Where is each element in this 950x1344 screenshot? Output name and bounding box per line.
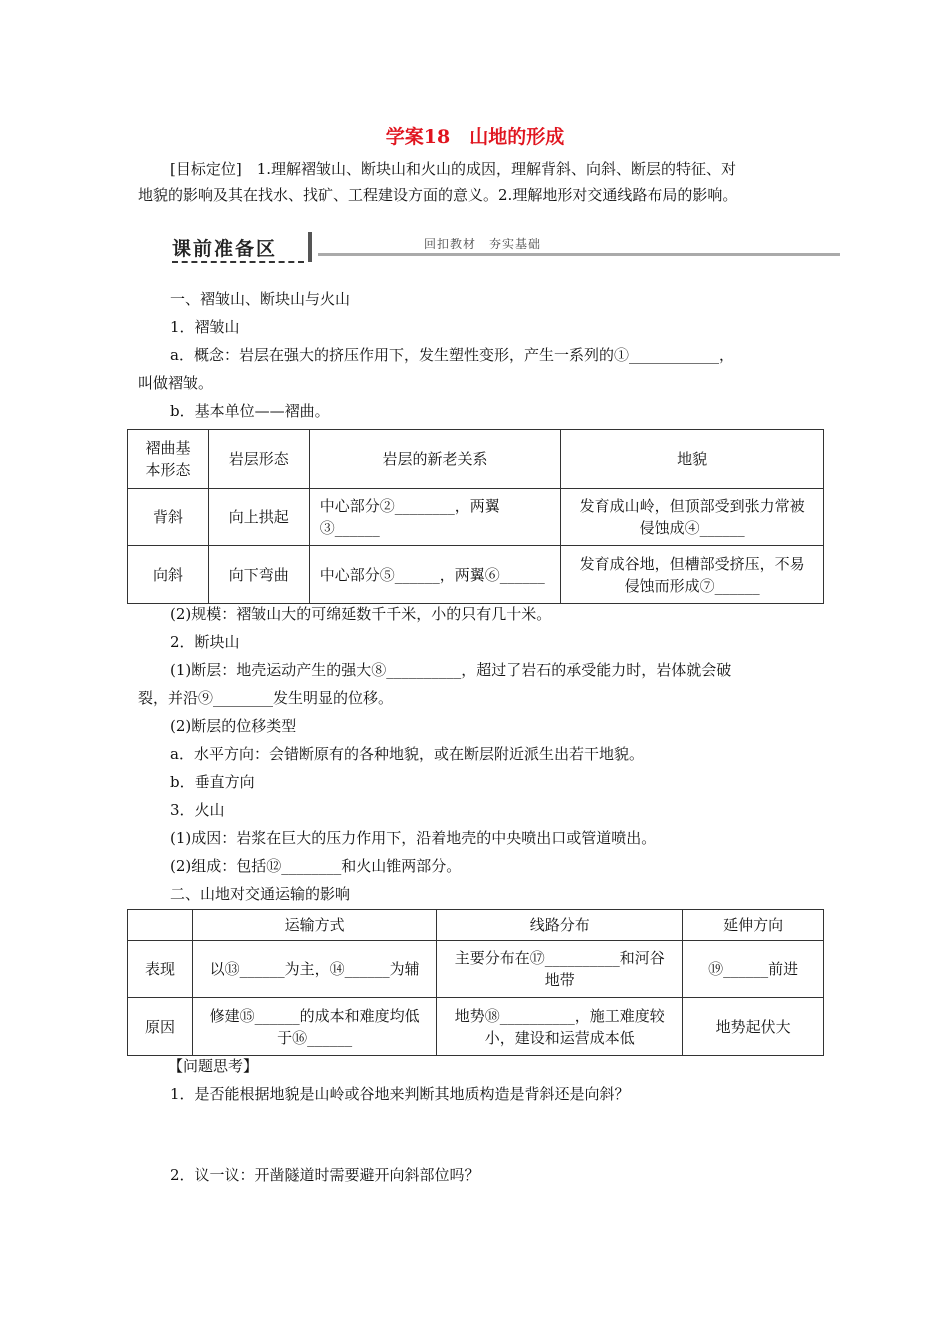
transport-header-mode: 运输方式 [192,910,437,941]
transport-cell: 主要分布在⑰__________和河谷地带 [437,941,683,998]
banner-bar [308,232,312,262]
volcano-composition: (2)组成：包括⑫________和火山锥两部分。 [170,857,462,875]
transport-cell: 表现 [128,941,193,998]
fold-cell: 中心部分②________，两翼③______ [309,489,561,546]
page-title: 学案18 山地的形成 [385,126,565,148]
fold-table [127,429,824,604]
fold-cell: 发育成谷地，但槽部受挤压，不易侵蚀而形成⑦______ [561,546,824,604]
transport-row-reason [128,998,824,1056]
transport-header-distribution: 线路分布 [437,910,683,941]
fold-cell: 背斜 [128,489,209,546]
fold-header-rock-form: 岩层形态 [208,430,309,489]
banner-line [318,253,840,256]
objective-line-2: 地貌的影响及其在找水、找矿、工程建设方面的意义。2.理解地形对交通线路布局的影响。 [138,186,738,204]
fault-line-2: 裂，并沿⑨________发生明显的位移。 [138,689,394,707]
displacement-vertical: b．垂直方向 [170,773,255,791]
fold-concept-line-1: a．概念：岩层在强大的挤压作用下，发生塑性变形，产生一系列的①____________， [170,346,734,364]
fold-row-syncline [128,546,824,604]
fold-table-header-row [128,430,824,489]
transport-cell: 以⑬______为主，⑭______为辅 [192,941,437,998]
transport-row-performance [128,941,824,998]
fold-header-landform: 地貌 [561,430,824,489]
transport-header-blank [128,910,193,941]
objective-line-1: [目标定位] 1.理解褶皱山、断块山和火山的成因，理解背斜、向斜、断层的特征、对 [170,160,737,178]
volcano-cause: (1)成因：岩浆在巨大的压力作用下，沿着地壳的中央喷出口或管道喷出。 [170,829,657,847]
banner-underline [172,261,304,263]
transport-cell: 地势⑱__________，施工难度较小，建设和运营成本低 [437,998,683,1056]
subsection-fold-mountain: 1．褶皱山 [170,318,240,336]
question-1: 1．是否能根据地貌是山岭或谷地来判断其地质构造是背斜还是向斜？ [170,1085,630,1103]
fold-header-shape: 褶曲基本形态 [128,430,209,489]
fold-cell: 向斜 [128,546,209,604]
banner-title: 课前准备区 [172,238,278,260]
fold-scale: (2)规模：褶皱山大的可绵延数千千米，小的只有几十米。 [170,605,552,623]
thinking-heading: 【问题思考】 [168,1057,259,1075]
transport-cell: ⑲______前进 [683,941,824,998]
transport-cell: 地势起伏大 [683,998,824,1056]
transport-header-direction: 延伸方向 [683,910,824,941]
fold-cell: 发育成山岭，但顶部受到张力常被侵蚀成④______ [561,489,824,546]
section-2-heading: 二、山地对交通运输的影响 [170,885,351,903]
subsection-fault-block: 2．断块山 [170,633,240,651]
fold-cell: 向下弯曲 [208,546,309,604]
fold-header-age-relation: 岩层的新老关系 [309,430,561,489]
fold-concept-line-2: 叫做褶皱。 [138,374,214,392]
section-banner [172,230,840,264]
transport-table [127,909,824,1056]
displacement-types: (2)断层的位移类型 [170,717,297,735]
question-2: 2．议一议：开凿隧道时需要避开向斜部位吗？ [170,1166,480,1184]
displacement-horizontal: a．水平方向：会错断原有的各种地貌，或在断层附近派生出若干地貌。 [170,745,644,763]
fold-cell: 中心部分⑤______，两翼⑥______ [309,546,561,604]
transport-table-header-row [128,910,824,941]
transport-cell: 原因 [128,998,193,1056]
banner-subtitle: 回扣教材 夯实基础 [424,237,542,251]
fold-row-anticline [128,489,824,546]
section-1-heading: 一、褶皱山、断块山与火山 [170,290,351,308]
fold-cell: 向上拱起 [208,489,309,546]
transport-cell: 修建⑮______的成本和难度均低于⑯______ [192,998,437,1056]
fold-basic-unit: b．基本单位——褶曲。 [170,402,330,420]
fault-line-1: (1)断层：地壳运动产生的强大⑧__________，超过了岩石的承受能力时，岩体就会破 [170,661,732,679]
subsection-volcano: 3．火山 [170,801,225,819]
